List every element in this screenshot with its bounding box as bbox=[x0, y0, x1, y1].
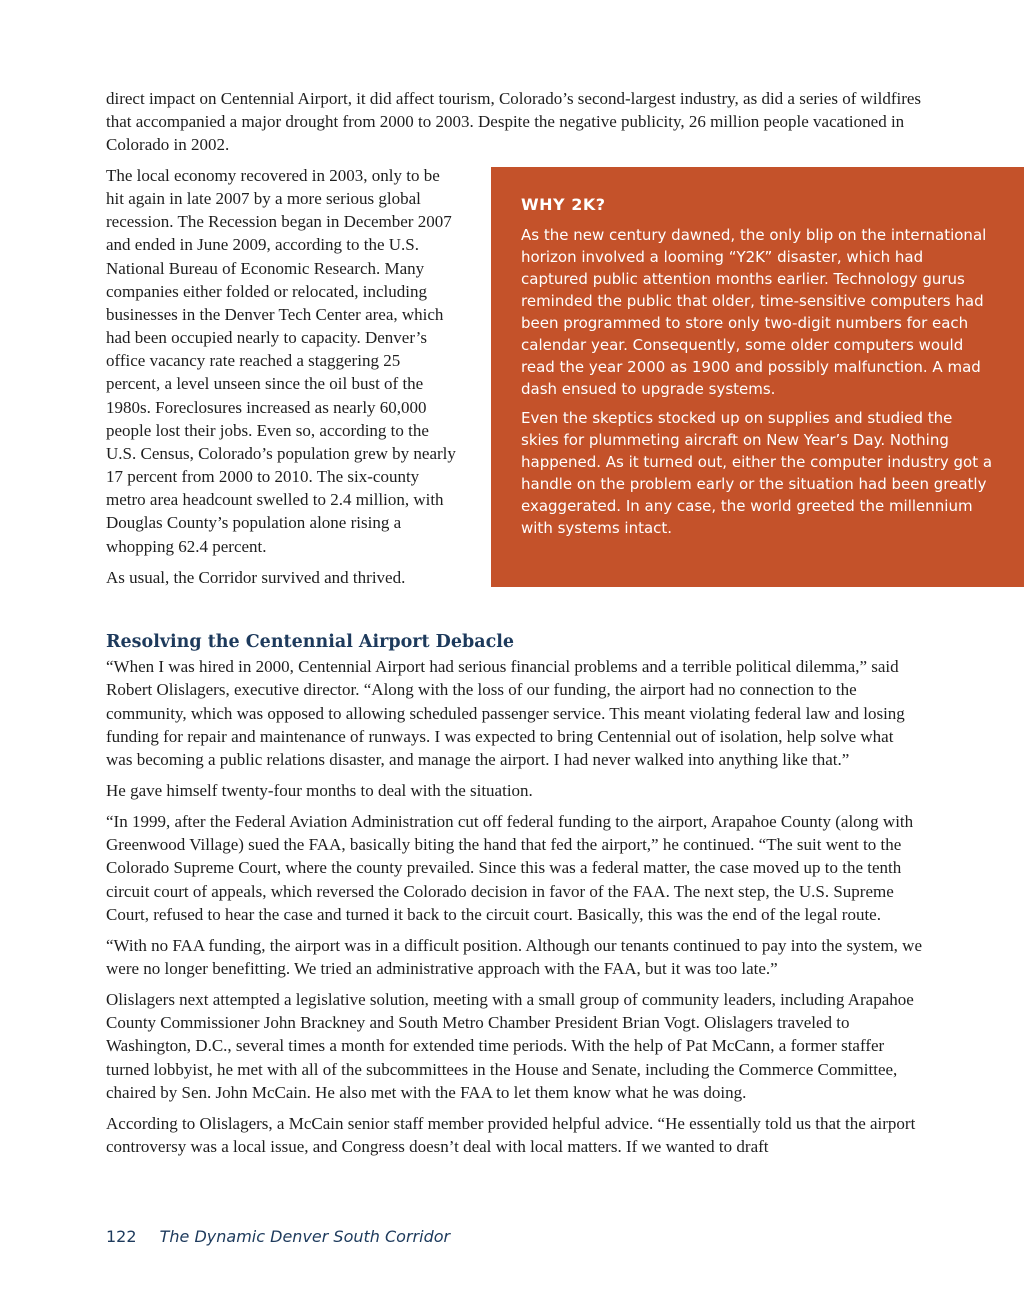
sidebar-title: WHY 2K? bbox=[521, 195, 606, 214]
body-paragraph: “In 1999, after the Federal Aviation Administration cut off federal funding to the airport, Arapahoe County (along with Greenwood Village) sued the FAA, basically biting the hand that fed the airport,” he continued. “The suit went to the Colorado Supreme Court, where the county prevailed. Since this was a federal matter, the case moved up to the tenth circuit court of appeals, which reversed the Colorado decision in favor of the FAA. The next step, the U.S. Supreme Court, refused to hear the case and turned it back to the circuit court. Basically, this was the end of the legal route. bbox=[106, 811, 914, 924]
left-column bbox=[106, 164, 456, 589]
body-paragraph: He gave himself twenty-four months to deal with the situation. bbox=[106, 780, 533, 800]
left-column-paragraph: As usual, the Corridor survived and thrived. bbox=[106, 567, 406, 587]
body-paragraph: “When I was hired in 2000, Centennial Airport had serious financial problems and a terrible political dilemma,” said Robert Olislagers, executive director. “Along with the loss of our funding, the airport had no connection to the community, which was opposed to allowing scheduled passenger service. This meant violating federal law and losing funding for repair and maintenance of runways. I was expected to bring Centennial out of isolation, help solve what was becoming a public relations disaster, and manage the airport. I had never walked into anything like that.” bbox=[106, 657, 905, 770]
section-heading: Resolving the Centennial Airport Debacle bbox=[106, 632, 515, 652]
intro-paragraph: direct impact on Centennial Airport, it did affect tourism, Colorado’s second-largest industry, as did a series of wildfires that accompanied a major drought from 2000 to 2003. Despite the negative publicity, 26 million people vacationed in Colorado in 2002. bbox=[106, 89, 922, 154]
body-paragraph: Olislagers next attempted a legislative solution, meeting with a small group of community leaders, including Arapahoe County Commissioner John Brackney and South Metro Chamber President Brian Vogt. Olislagers traveled to Washington, D.C., several times a month for extended time periods. With the help of Pat McCann, a former staffer turned lobbyist, he met with all of the subcommittees in the House and Senate, including the Commerce Committee, chaired by Sen. John McCain. He also met with the FAA to let them know what he was doing. bbox=[106, 989, 914, 1103]
why-2k-sidebar bbox=[491, 167, 1024, 587]
page-number: 122 bbox=[106, 1227, 137, 1246]
body-paragraph: According to Olislagers, a McCain senior staff member provided helpful advice. “He essentially told us that the airport controversy was a local issue, and Congress doesn’t deal with local matters. If we wanted to draft bbox=[106, 1113, 916, 1157]
body-paragraph: “With no FAA funding, the airport was in a difficult position. Although our tenants continued to pay into the system, we were no longer benefitting. We tried an administrative approach with the FAA, but it was too late.” bbox=[106, 935, 922, 979]
sidebar-paragraph: Even the skeptics stocked up on supplies and studied the skies for plummeting aircraft on New Year’s Day. Nothing happened. As it turned out, either the computer industry got a handle on the problem early or the situation had been greatly exaggerated. In any case, the world greeted the millennium with systems intact. bbox=[521, 409, 993, 537]
section-body bbox=[106, 655, 924, 1166]
left-column-paragraph: The local economy recovered in 2003, only to be hit again in late 2007 by a more serious global recession. The Recession began in December 2007 and ended in June 2009, according to the U.S. National Bureau of Economic Research. Many companies either folded or relocated, including businesses in the Denver Tech Center area, which had been occupied nearly to capacity. Denver’s office vacancy rate reached a staggering 25 percent, a level unseen since the oil bust of the 1980s. Foreclosures increased as nearly 60,000 people lost their jobs. Even so, according to the U.S. Census, Colorado’s population grew by nearly 17 percent from 2000 to 2010. The six-county metro area headcount swelled to 2.4 million, with Douglas County’s population alone rising a whopping 62.4 percent. bbox=[106, 166, 456, 556]
book-title: The Dynamic Denver South Corridor bbox=[159, 1227, 451, 1246]
sidebar-paragraph: As the new century dawned, the only blip on the international horizon involved a looming “Y2K” disaster, which had captured public attention months earlier. Technology gurus reminded the public that older, time-sensitive computers had been programmed to store only two-digit numbers for each calendar year. Consequently, some older computers would read the year 2000 as 1900 and possibly malfunction. A mad dash ensued to upgrade systems. bbox=[521, 226, 987, 398]
page-footer bbox=[106, 1226, 450, 1248]
